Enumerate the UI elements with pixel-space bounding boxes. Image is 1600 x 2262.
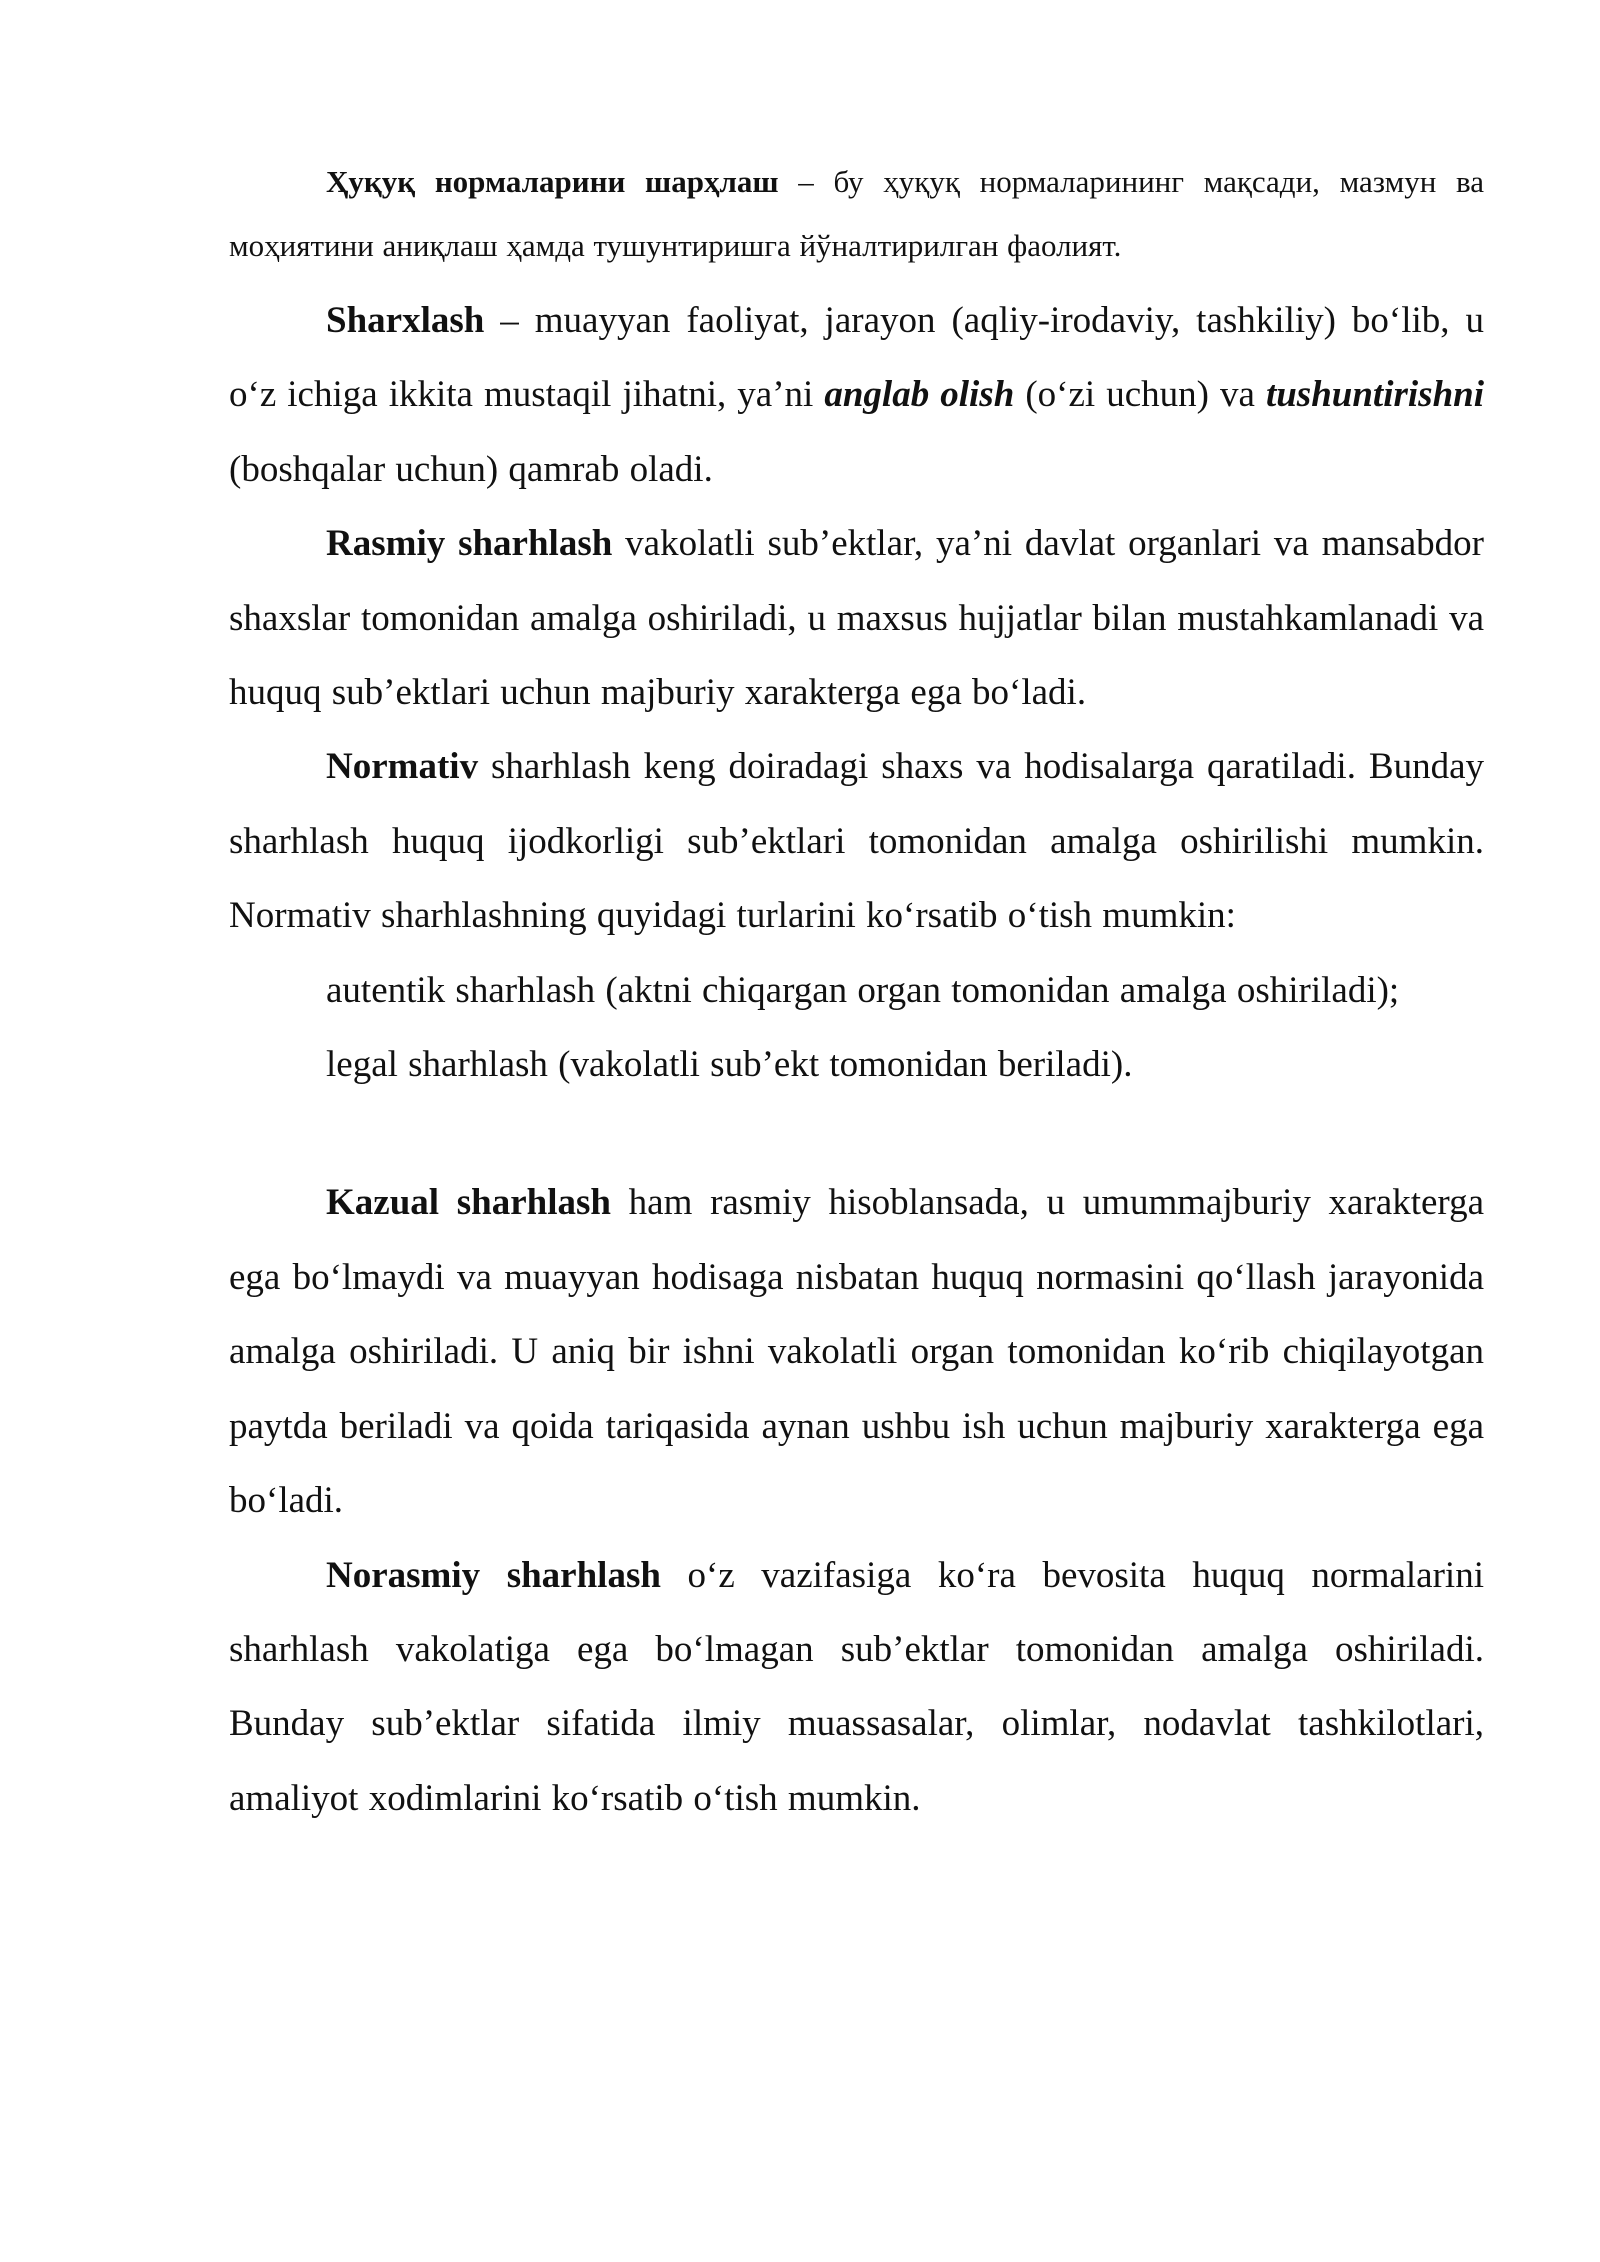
term-bold: Ҳуқуқ нормаларини шарҳлаш: [326, 164, 779, 199]
paragraph-sharxlash: [229, 284, 1484, 507]
list-item-autentik: [229, 954, 1484, 1028]
paragraph-text: – бу ҳуқуқ нормаларининг мақсади, мазмун ва моҳиятини аниқлаш ҳамда тушунтиришга йўналтирилган фаолият.: [229, 164, 1484, 263]
paragraph-text: (o‘zi uchun) va: [1014, 374, 1266, 416]
paragraph-norasmiy: [229, 1539, 1484, 1837]
term-bold: Normativ: [326, 746, 479, 788]
paragraph-text: legal sharhlash (vakolatli sub’ekt tomonidan beriladi).: [326, 1044, 1133, 1086]
emphasis-anglab-olish: anglab olish: [824, 374, 1015, 416]
paragraph-definition-cyrillic: [229, 150, 1484, 278]
paragraph-rasmiy: [229, 507, 1484, 730]
paragraph-kazual: [229, 1166, 1484, 1538]
paragraph-text: o‘z vazifasiga ko‘ra bevosita huquq normalarini sharhlash vakolatiga ega bo‘lmagan sub’ektlar tomonidan amalga oshiriladi. Bunday sub’ektlar sifatida ilmiy muassasalar, olimlar, nodavlat tashkilotlari, amaliyot xodimlarini ko‘rsatib o‘tish mumkin.: [229, 1554, 1484, 1819]
paragraph-text: (boshqalar uchun) qamrab oladi.: [229, 448, 713, 490]
term-bold: Kazual sharhlash: [326, 1182, 611, 1224]
list-item-legal: [229, 1028, 1484, 1102]
document-page: [229, 150, 1484, 1836]
term-bold: Rasmiy sharhlash: [326, 523, 613, 565]
emphasis-tushuntirishni: tushuntirishni: [1265, 374, 1484, 416]
paragraph-text: ham rasmiy hisoblansada, u umummajburiy xarakterga ega bo‘lmaydi va muayyan hodisaga nisbatan huquq normasini qo‘llash jarayonida amalga oshiriladi. U aniq bir ishni vakolatli organ tomonidan ko‘rib chiqilayotgan paytda beriladi va qoida tariqasida aynan ushbu ish uchun majburiy xarakterga ega bo‘ladi.: [229, 1182, 1484, 1522]
paragraph-text: – muayyan faoliyat, jarayon (aqliy-irodaviy, tashkiliy) bo‘lib, u o‘z ichiga ikkita mustaqil jihatni, ya’ni: [229, 300, 1484, 416]
term-bold: Sharxlash: [326, 300, 485, 341]
paragraph-text: vakolatli sub’ektlar, ya’ni davlat organlari va mansabdor shaxslar tomonidan amalga oshiriladi, u maxsus hujjatlar bilan mustahkamlanadi va huquq sub’ektlari uchun majburiy xarakterga ega bo‘ladi.: [229, 523, 1484, 714]
paragraph-text: sharhlash keng doiradagi shaxs va hodisalarga qaratiladi. Bunday sharhlash huquq ijodkorligi sub’ektlari tomonidan amalga oshirilishi mumkin. Normativ sharhlashning quyidagi turlarini ko‘rsatib o‘tish mumkin:: [229, 746, 1484, 937]
paragraph-normativ: [229, 730, 1484, 953]
paragraph-text: autentik sharhlash (aktni chiqargan organ tomonidan amalga oshiriladi);: [326, 969, 1400, 1011]
term-bold: Norasmiy sharhlash: [326, 1554, 661, 1596]
